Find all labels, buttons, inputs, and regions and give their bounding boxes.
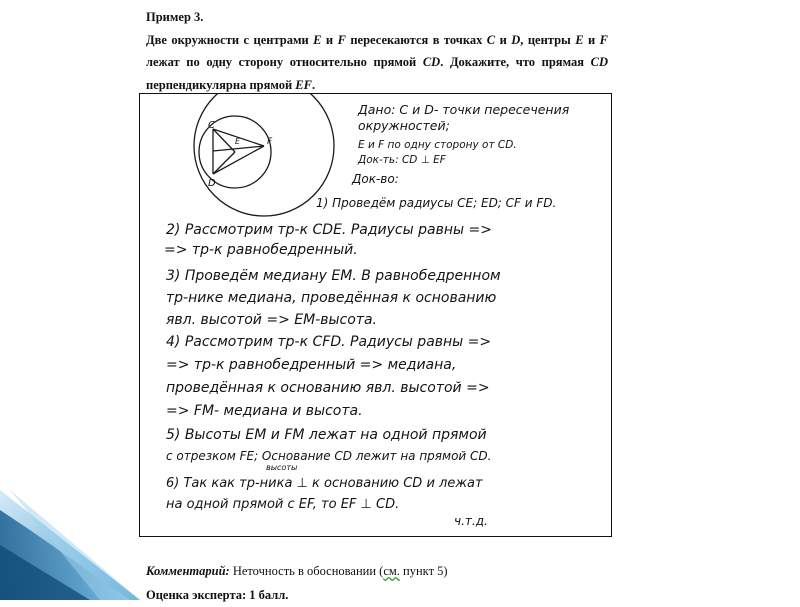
solution-line: E и F по одну сторону от CD. (358, 139, 517, 151)
inserted-word: высоты (266, 463, 298, 472)
solution-line: 2) Рассмотрим тр-к CDE. Радиусы равны => (166, 222, 492, 238)
solution-line: => тр-к равнобедренный. (164, 242, 358, 258)
point-label: E (575, 32, 584, 47)
solution-line: тр-нике медиана, проведённая к основанию (166, 290, 497, 306)
score-label: Оценка эксперта: (146, 588, 247, 602)
solution-line: 6) Так как тр-ника ⊥ к основанию CD и лежат (166, 476, 483, 491)
solution-line: => FM- медиана и высота. (166, 403, 363, 419)
decorative-corner-graphic (0, 490, 140, 600)
problem-text (146, 29, 608, 97)
score-value: 1 балл. (246, 588, 289, 602)
point-label: C (486, 32, 496, 47)
circle-f (194, 94, 334, 216)
solution-line: ч.т.д. (454, 514, 488, 528)
label-d: D (208, 178, 216, 189)
line-label: CD (422, 55, 441, 69)
solution-line: => тр-к равнобедренный => медиана, (166, 357, 457, 373)
solution-line: 4) Рассмотрим тр-к CFD. Радиусы равны => (166, 334, 492, 350)
solution-line: Док-ть: CD ⊥ EF (358, 154, 446, 166)
text-segment: и (321, 32, 338, 47)
solution-line: явл. высотой => EM-высота. (166, 312, 377, 328)
solution-line: 1) Проведём радиусы CE; ED; CF и FD. (316, 196, 557, 210)
solution-line: на одной прямой с EF, то EF ⊥ CD. (166, 497, 400, 512)
line-label: CD (590, 55, 609, 69)
example-title: Пример 3. (146, 10, 204, 24)
expert-comment (146, 559, 616, 583)
solution-line: 5) Высоты EM и FM лежат на одной прямой (166, 427, 487, 443)
solution-line: проведённая к основанию явл. высотой => (166, 380, 490, 396)
text-segment: и (583, 32, 600, 47)
text-segment: . (311, 77, 316, 92)
solution-line: 3) Проведём медиану EM. В равнобедренном (166, 268, 501, 284)
text-segment: пересекаются в точках (345, 32, 487, 47)
text-segment: перпендикулярна прямой (146, 77, 296, 92)
text-segment: Две окружности с центрами (146, 32, 314, 47)
handwritten-solution-scan (139, 93, 612, 537)
point-label: E (313, 32, 322, 47)
label-c: C (208, 120, 215, 131)
comment-flagged-word: см. (383, 564, 400, 578)
label-f: F (267, 137, 273, 147)
solution-line: Дано: С и D- точки пересечения (358, 102, 570, 117)
comment-text: Неточность в обосновании ( (229, 564, 384, 578)
solution-line: Док-во: (352, 172, 399, 186)
problem-statement (146, 6, 608, 96)
point-label: F (599, 32, 609, 47)
point-label: F (337, 32, 346, 47)
text-segment: , центры (520, 32, 576, 47)
label-e: E (235, 137, 241, 146)
handwritten-solution (140, 94, 610, 535)
comment-label: Комментарий: (146, 564, 230, 578)
solution-line: окружностей; (358, 118, 450, 133)
expert-score (146, 583, 616, 607)
comment-text: пункт 5) (399, 564, 448, 578)
text-segment: . Докажите, что прямая (440, 55, 591, 69)
geometry-figure (194, 94, 334, 216)
point-label: D (511, 32, 521, 47)
solution-line: с отрезком FE; Основание CD лежит на прямой CD. (166, 449, 492, 463)
text-segment: лежат по одну сторону относительно прямой (146, 55, 423, 69)
line-label: EF (295, 77, 312, 92)
text-segment: и (495, 32, 512, 47)
